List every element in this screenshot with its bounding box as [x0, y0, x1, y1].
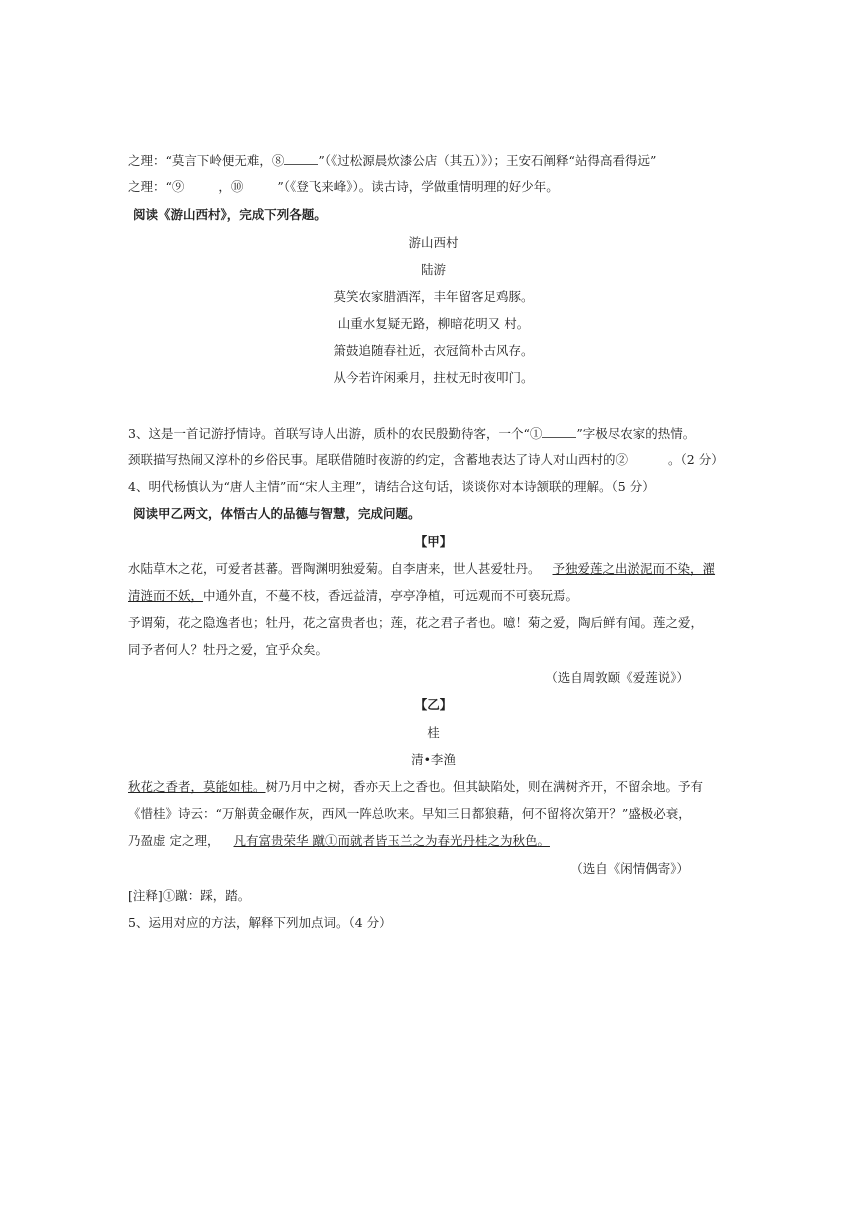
reading-2-heading: 阅读甲乙两文，体悟古人的品德与智慧，完成问题。	[133, 506, 421, 521]
poem-line-3: 箫鼓追随春社近，衣冠简朴古风存。	[333, 343, 534, 358]
jia-source: （选自周敦颐《爱莲说》）	[545, 670, 689, 685]
yi-author: 清•李渔	[411, 752, 456, 767]
poem-title: 游山西村	[408, 235, 459, 250]
intro-text: ，⑩	[218, 179, 244, 194]
jia-text: 中通外直，不蔓不枝，香远益清，亭亭净植，可远观而不可亵玩焉。	[203, 588, 579, 603]
question-text: 。（2 分）	[668, 452, 724, 467]
question-3-line-2	[128, 452, 724, 468]
jia-paragraph-line-2	[128, 588, 578, 604]
question-text: 3、这是一首记游抒情诗。首联写诗人出游，质朴的农民殷勤待客，一个“①	[128, 426, 543, 441]
intro-text: ”（《登飞来峰》）。读古诗，学做重情明理的好少年。	[277, 179, 559, 194]
poem-line-2: 山重水复疑无路，柳暗花明又 村。	[337, 316, 530, 331]
yi-source: （选自《闲情偶寄》）	[570, 861, 689, 876]
jia-paragraph-line-4: 同予者何人？牡丹之爱，宜乎众矣。	[128, 642, 329, 657]
yi-text: 树乃月中之树，香亦天上之香也。但其缺陷处，则在满树齐开，不留余地。予有	[265, 779, 704, 794]
yi-paragraph-line-2: 《惜桂》诗云：“万斛黄金碾作灰，西风一阵总吹来。早知三日都狼藉，何不留将次第开？”盛极必衰，	[128, 806, 691, 821]
yi-title: 桂	[427, 725, 440, 740]
poem-line-1: 莫笑农家腊酒浑，丰年留客足鸡豚。	[333, 289, 534, 304]
yi-text: 乃盈虚 定之理，	[128, 833, 220, 848]
blank-8	[284, 152, 318, 165]
jia-text: 水陆草木之花，可爱者甚蕃。晋陶渊明独爱菊。自李唐来，世人甚爱牡丹。	[128, 561, 541, 576]
question-3-line-1	[128, 425, 695, 442]
yi-underlined-text: 凡有富贵荣华 蹴①而就者皆玉兰之为春光丹桂之为秋色。	[233, 833, 550, 848]
yi-paragraph-line-1	[128, 779, 703, 795]
intro-text: 之理：“⑨	[128, 179, 185, 194]
question-4: 4、明代杨慎认为“唐人主情”而“宋人主理”，请结合这句话，谈谈你对本诗颔联的理解。（5 分）	[128, 479, 655, 494]
blank-1	[542, 425, 576, 438]
jia-label: 【甲】	[414, 534, 453, 549]
question-text: 颈联描写热闹又淳朴的乡俗民事。尾联借随时夜游的约定，含蓄地表达了诗人对山西村的②	[128, 452, 629, 467]
jia-underlined-text: 予独爱莲之出淤泥而不染，濯	[552, 561, 716, 576]
intro-text: 之理：“莫言下岭便无难，⑧	[128, 153, 285, 168]
annotation-note: [注释]①蹴：踩，踏。	[128, 888, 251, 903]
poem-line-4: 从今若许闲乘月，拄杖无时夜叩门。	[333, 370, 534, 385]
question-text: ”字极尽农家的热情。	[576, 426, 696, 441]
poem-section-heading: 阅读《游山西村》，完成下列各题。	[133, 207, 327, 222]
question-5: 5、运用对应的方法，解释下列加点词。（4 分）	[128, 915, 392, 930]
jia-underlined-text: 清涟而不妖，	[128, 588, 204, 603]
intro-line-1	[128, 152, 656, 169]
jia-paragraph-line-3: 予谓菊，花之隐逸者也；牡丹，花之富贵者也；莲，花之君子者也。噫！菊之爱，陶后鲜有闻。莲之爱，	[128, 615, 704, 630]
yi-label: 【乙】	[414, 697, 453, 712]
intro-line-2	[128, 179, 559, 195]
intro-text: ”（《过松源晨炊漆公店（其五）》）；王安石阐释“站得高看得远”	[318, 153, 657, 168]
yi-paragraph-line-3	[128, 833, 550, 849]
yi-underlined-text: 秋花之香者，莫能如桂。	[128, 779, 266, 794]
poem-author: 陆游	[420, 262, 446, 277]
jia-paragraph-line-1	[128, 561, 715, 577]
